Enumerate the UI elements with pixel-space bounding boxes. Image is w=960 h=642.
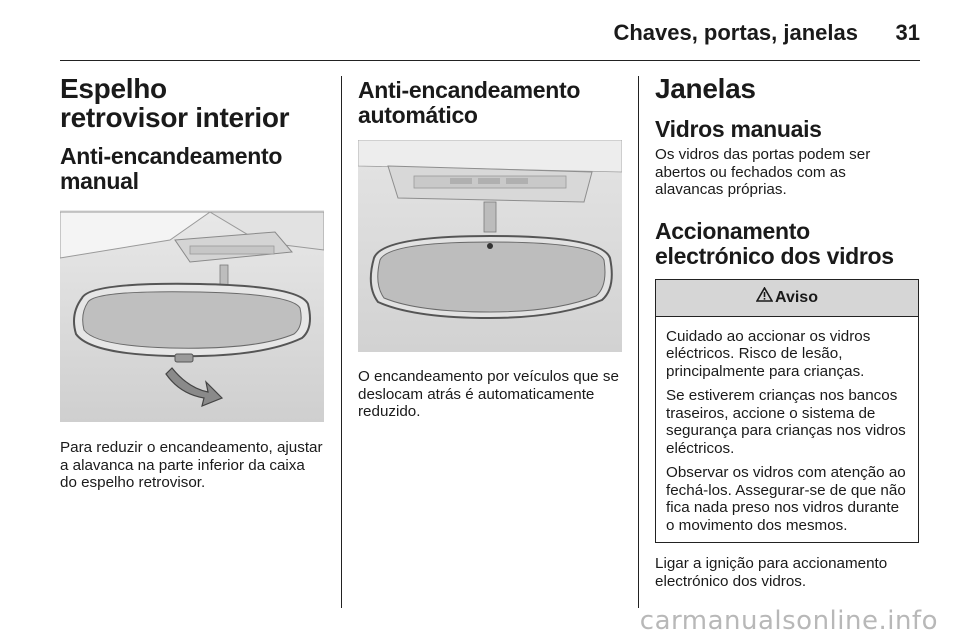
subheading-automatic-antiglare: Anti-encandeamento automático: [358, 77, 581, 128]
warning-paragraph: Cuidado ao accionar os vidros eléctricos. Risco de lesão, principalmente para crianças.: [666, 327, 871, 380]
auto-mirror-drawing: [358, 140, 622, 352]
column-divider-2: [638, 76, 639, 608]
header-divider: [60, 60, 920, 61]
paragraph-automatic-antiglare: O encandeamento por veículos que se deslocam atrás é automaticamente reduzido.: [358, 368, 619, 420]
watermark: carmanualsonline.info: [639, 606, 938, 636]
heading-windows: Janelas: [655, 73, 756, 104]
paragraph-manual-antiglare: Para reduzir o encandeamento, ajustar a alavanca na parte inferior da caixa do espelho retrovisor.: [60, 439, 323, 491]
paragraph-ignition: Ligar a ignição para accionamento electrónico dos vidros.: [655, 555, 888, 590]
warning-body: [656, 317, 918, 543]
column-automatic-antiglare: [358, 74, 622, 421]
warning-box: [655, 279, 919, 544]
subheading-manual-antiglare: Anti-encandeamento manual: [60, 143, 283, 194]
section-title: Chaves, portas, janelas: [613, 20, 858, 45]
paragraph-manual-windows: Os vidros das portas podem ser abertos ou fechados com as alavancas próprias.: [655, 146, 871, 198]
mirror-drawing: [60, 210, 324, 422]
column-interior-mirror: [60, 74, 324, 492]
warning-paragraph: Se estiverem crianças nos bancos traseiros, accione o sistema de segurança para crianças nos vidros eléctricos.: [666, 387, 906, 457]
page-number: 31: [895, 20, 920, 45]
subheading-power-windows: Accionamento electrónico dos vidros: [655, 217, 894, 269]
subheading-manual-windows: Vidros manuais: [655, 116, 822, 142]
warning-header: [656, 280, 918, 317]
column-divider-1: [341, 76, 342, 608]
warning-triangle-icon: [756, 280, 773, 316]
page-header: [60, 18, 920, 58]
automatic-dimming-mirror-illustration: [358, 140, 622, 352]
warning-title: Aviso: [775, 288, 818, 306]
column-windows: [655, 74, 920, 590]
heading-interior-mirror: Espelho retrovisor interior: [60, 73, 290, 133]
warning-paragraph: Observar os vidros com atenção ao fechá-los. Assegurar-se de que não fica nada preso nos vidros durante o movimento dos mesmos.: [666, 464, 906, 534]
manual-dimming-mirror-illustration: [60, 210, 324, 422]
